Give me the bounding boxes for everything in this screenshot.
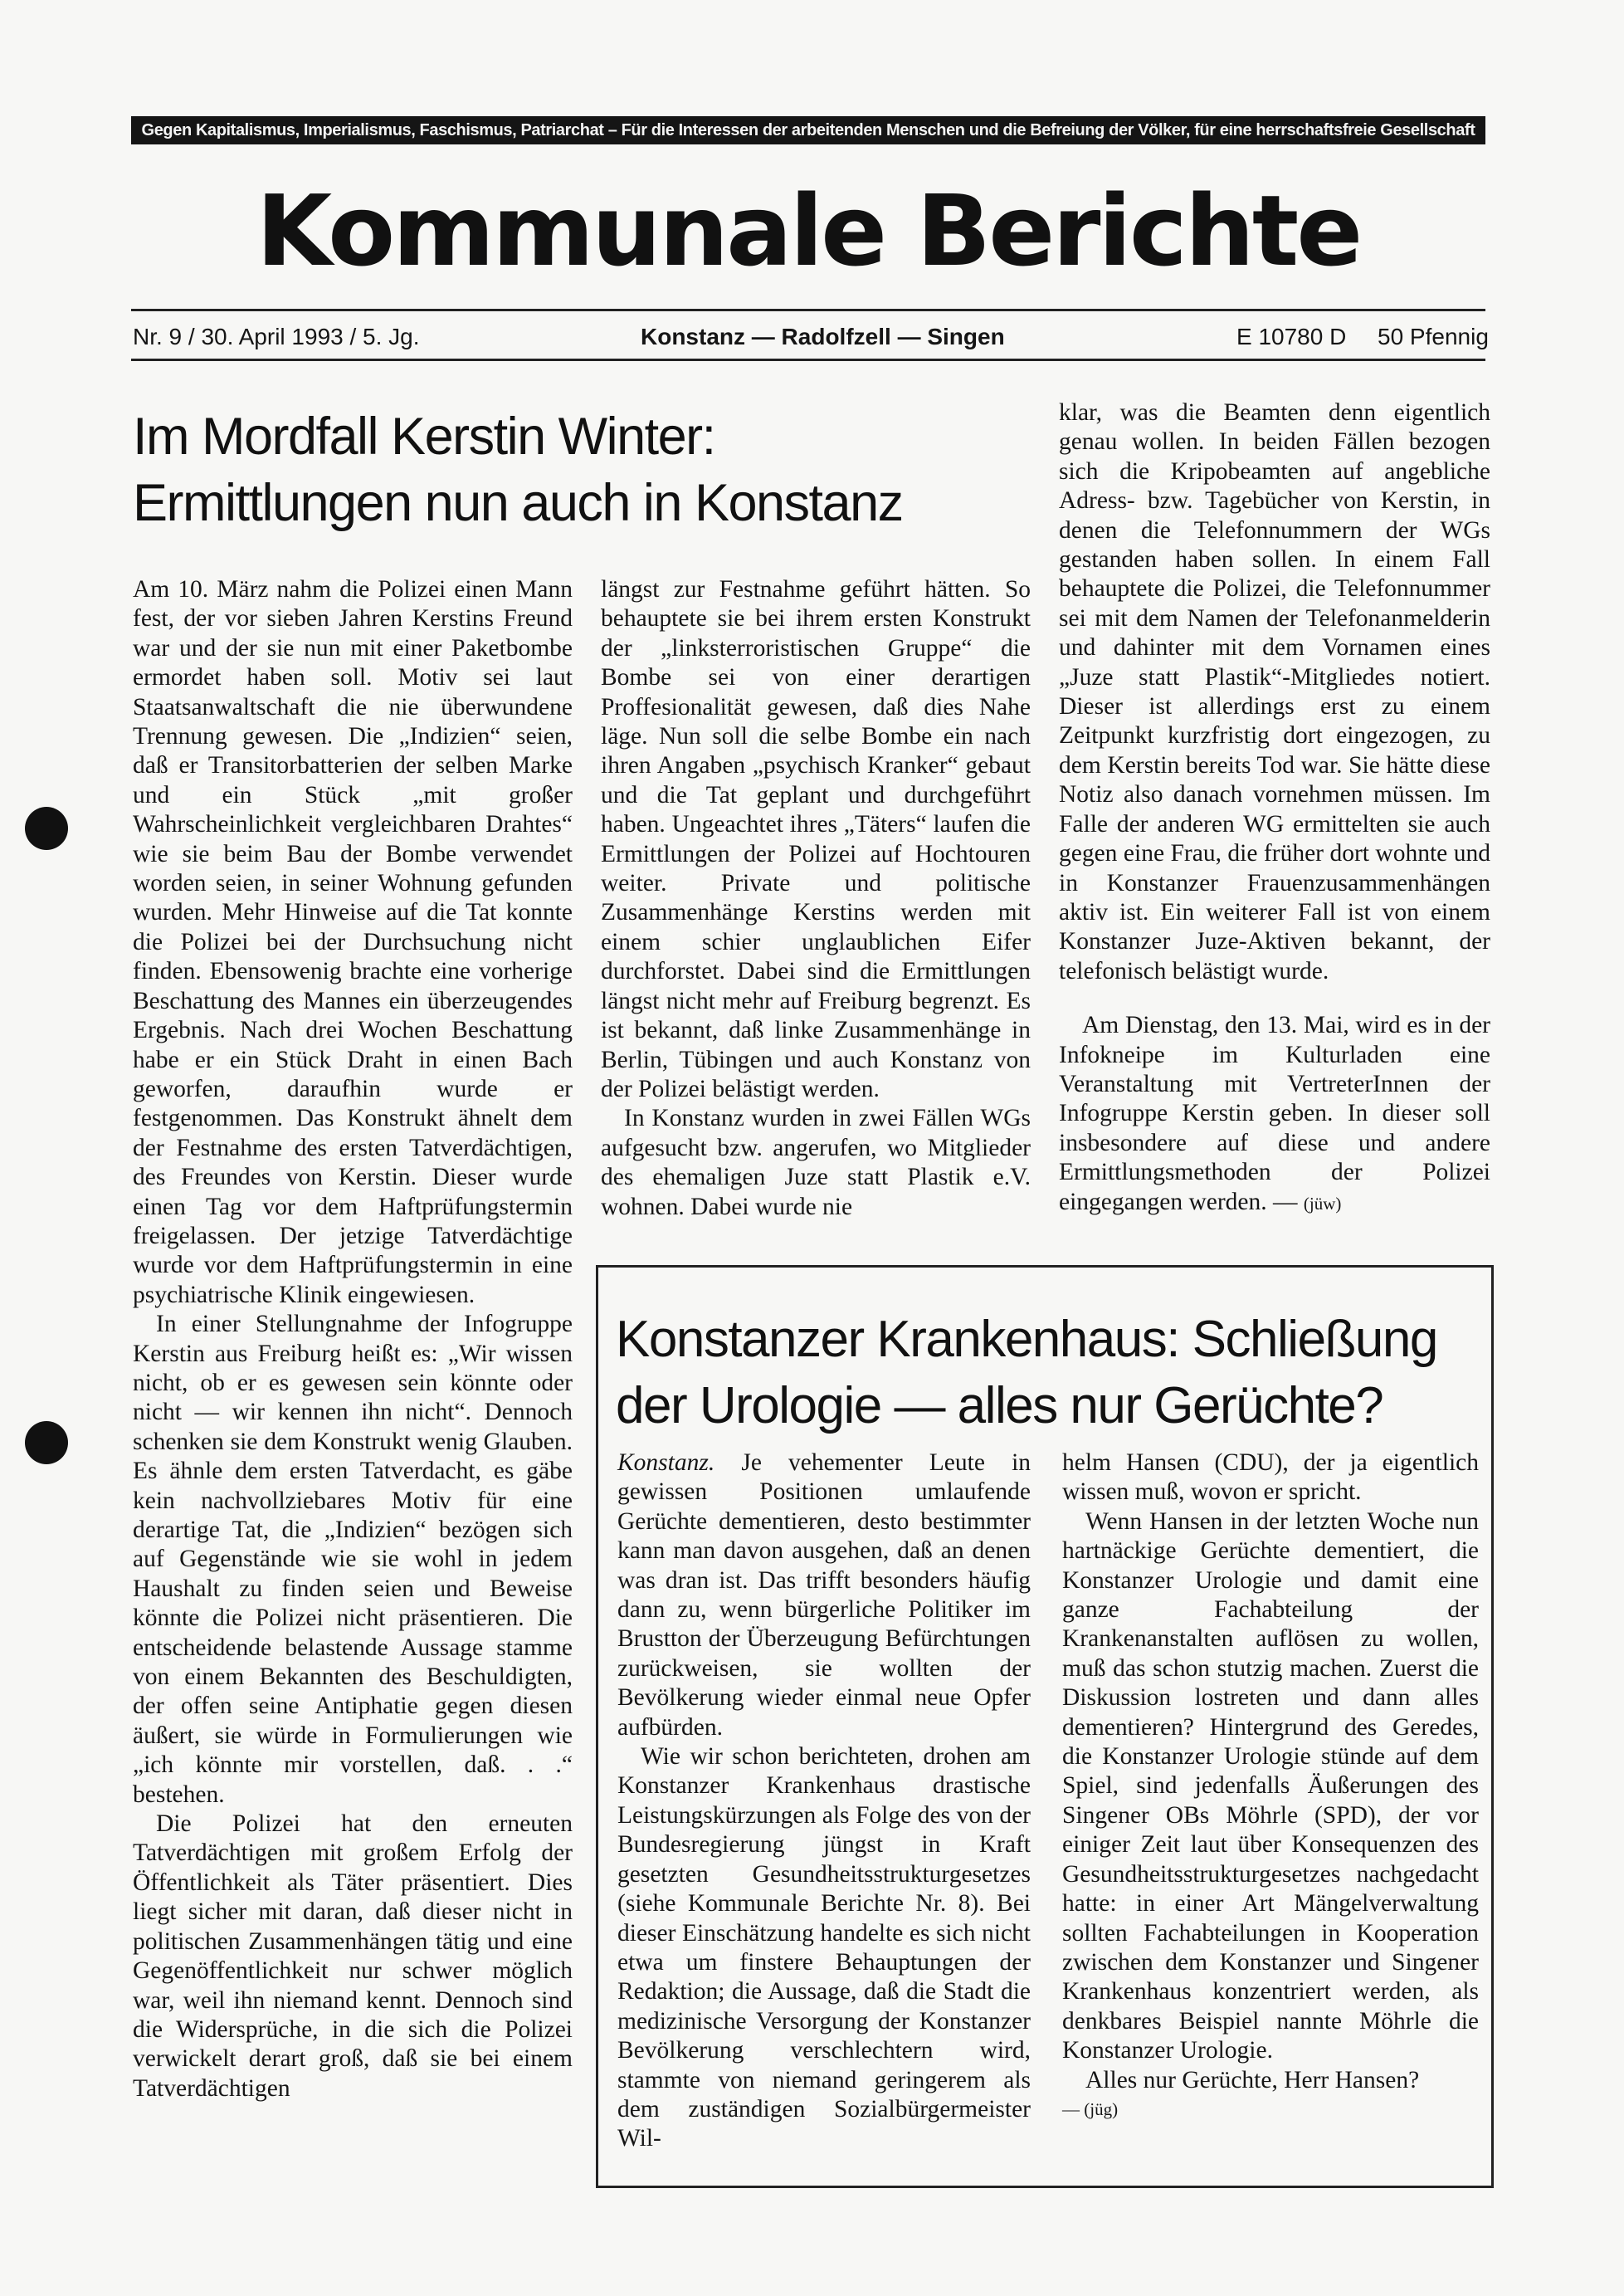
article1-col1-paragraph-1: Am 10. März nahm die Polizei einen Mann fest, der vor sieben Jahren Kerstins Freund war und der sie nun mit einer Paketbombe ermordet haben soll. Motiv sei laut Staatsanwaltschaft die nie überwundene Trennung gewesen. Die „Indizien“ seien, daß er Transitorbatterien der selben Marke und ein Stück „mit großer Wahrscheinlichkeit vergleichbaren Drahtes“ wie sie beim Bau der Bombe verwendet worden seien, in seiner Wohnung gefunden wurden. Mehr Hinweise auf die Tat konnte die Polizei bei der Durchsuchung nicht finden. Ebensowenig brachte eine vorherige Beschattung des Mannes ein überzeugendes Ergebnis. Nach drei Wochen Beschattung habe er ein Stück Draht in einen Bach geworfen, daraufhin wurde er festgenommen. Das Konstrukt ähnelt dem der Festnahme des ersten Tatverdächtigen, des Freundes von Kerstin. Dieser wurde einen Tag vor dem Haftprüfungstermin freigelassen. Der jetzige Tatverdächtige wurde vor dem Haftprüfungstermin in eine psychiatrische Klinik eingewiesen. xyxy=(133,576,573,1308)
article2-col2-paragraph-2: Wenn Hansen in der letzten Woche nun hartnäckige Gerüchte dementiert, die Konstanzer Urologie und damit eine ganze Fachabteilung der Krankenanstalten auflösen zu wollen, muß das schon stutzig machen. Zuerst die Diskussion lostreten und dann alles dementieren? Hintergrund des Geredes, die Konstanzer Urologie stünde auf dem Spiel, sind jedenfalls Äußerungen des Singener OBs Möhrle (SPD), der vor einiger Zeit laut über Konsequenzen des Gesundheitsstrukturgesetzes nachgedacht hatte: in einer Art Mängelverwaltung sollten Fachabteilungen in Kooperation zwischen dem Konstanzer und Singener Krankenhaus konzentriert werden, als denkbares Beispiel nannte Möhrle die Konstanzer Urologie. xyxy=(1062,1507,1479,2064)
article1-signature: (jüw) xyxy=(1303,1193,1342,1214)
article1-headline-line1: Im Mordfall Kerstin Winter: xyxy=(133,408,715,466)
article1-col1-paragraph-2: In einer Stellungnahme der Infogruppe Kerstin aus Freiburg heißt es: „Wir wissen nicht, ob er es gewesen sein könnte oder nicht — wir kennen ihn nicht“. Dennoch schenken sie dem Konstrukt wenig Glauben. Es ähnle dem ersten Tatverdacht, es gäbe kein nachvollziebares Motiv für eine derartige Tat, die „Indizien“ bezögen sich auf Gegenstände wie sie wohl in jedem Haushalt zu finden seien und Beweise könnte die Polizei nicht präsentieren. Die entscheidende belastende Aussage stamme von einem Bekannten des Beschuldigten, der offen seine Antiphatie gegen diesen äußert, sie würde in Formulierungen wie „ich könnte mir vorstellen, daß. . .“ bestehen. xyxy=(133,1311,573,1808)
article1-column-1 xyxy=(133,575,573,2103)
article2-col2-paragraph-3: Alles nur Gerüchte, Herr Hansen? xyxy=(1085,2066,1420,2093)
article2-headline xyxy=(616,1307,1479,1439)
article1-headline-line2: Ermittlungen nun auch in Konstanz xyxy=(133,474,903,532)
article2-headline-line1: Konstanzer Krankenhaus: Schließung xyxy=(616,1311,1437,1368)
article1-col3-paragraph-2-text: Am Dienstag, den 13. Mai, wird es in der Infokneipe im Kulturladen eine Veranstaltung mit VertreterInnen der Infogruppe Kerstin geben. In dieser soll insbesondere auf diese und andere Ermittlungsmethoden der Polizei eingegangen werden. — xyxy=(1059,1012,1490,1215)
article2-column-2 xyxy=(1062,1448,1479,2124)
article1-col2-paragraph-2: In Konstanz wurden in zwei Fällen WGs aufgesucht bzw. angerufen, wo Mitglieder des ehemaligen Juze statt Plastik e.V. wohnen. Dabei wurde nie xyxy=(601,1105,1031,1220)
masthead-rule-bottom xyxy=(131,359,1485,361)
article2-headline-line2: der Urologie — alles nur Gerüchte? xyxy=(616,1377,1383,1434)
article1-col3-paragraph-1: klar, was die Beamten denn eigentlich genau wollen. In beiden Fällen bezogen sich die Kripobeamten auf angebliche Adress- bzw. Tagebücher von Kerstin, in denen die Telefonnummern der WGs gestanden haben sollen. In einem Fall behauptete die Polizei, die Telefonnummer sei mit dem Namen der Telefonanmelderin und dahinter mit dem Vornamen eines „Juze statt Plastik“-Mitgliedes notiert. Dieser ist allerdings erst zu einem Zeitpunkt kurzfristig dort eingezogen, zu dem Kerstin bereits Tod war. Sie hätte diese Notiz also danach vornehmen müssen. Im Falle der anderen WG ermittelten sie auch gegen eine Frau, die früher dort wohnte und in Konstanzer Frauenzusammenhängen aktiv ist. Ein weiterer Fall ist von einem Konstanzer Juze-Aktiven bekannt, der telefonisch belästigt wurde. xyxy=(1059,399,1490,984)
issue-code: E 10780 D xyxy=(1236,324,1347,349)
punch-hole-bottom xyxy=(25,1421,68,1464)
punch-hole-top xyxy=(25,807,68,850)
article2-col1-paragraph-1-text: Je vehementer Leute in gewissen Positionen umlaufende Gerüchte dementieren, desto bestimmter kann man davon ausgehen, daß an denen was dran ist. Das trifft besonders häufig dann zu, wenn bürgerliche Politiker im Brustton der Überzeugung Befürchtungen zurückweisen, sie wollten der Bevölkerung wieder einmal neue Opfer aufbürden. xyxy=(617,1449,1031,1741)
political-banner: Gegen Kapitalismus, Imperialismus, Faschismus, Patriarchat – Für die Interessen der arbeitenden Menschen und die Befreiung der Völker, für eine herrschaftsfreie Gesellschaft xyxy=(131,116,1485,144)
article2-signature: — (jüg) xyxy=(1062,2098,1119,2119)
article1-headline xyxy=(133,403,1037,536)
article2-col2-paragraph-1: helm Hansen (CDU), der ja eigentlich wissen muß, wovon er spricht. xyxy=(1062,1449,1479,1506)
article2-column-1 xyxy=(617,1448,1031,2154)
article1-column-2 xyxy=(601,575,1031,1222)
article1-col2-paragraph-1: längst zur Festnahme geführt hätten. So behauptete sie bei ihrem ersten Konstrukt der „linksterroristischen Gruppe“ die Bombe sei von einer derartigen Proffesionalität gewesen, daß dies Nahe läge. Nun soll die selbe Bombe ein nach ihren Angaben „psychisch Kranker“ gebaut und die Tat geplant und durchgeführt haben. Ungeachtet ihres „Täters“ laufen die Ermittlungen der Polizei auf Hochtouren weiter. Private und politische Zusammenhänge Kerstins werden mit einem schier unglaublichen Eifer durchforstet. Dabei sind die Ermittlungen längst nicht mehr auf Freiburg begrenzt. Es ist bekannt, daß linke Zusammenhänge in Berlin, Tübingen und auch Konstanz von der Polizei belästigt werden. xyxy=(601,576,1031,1102)
article2-col1-paragraph-1 xyxy=(617,1448,1031,1742)
masthead-rule-top xyxy=(131,309,1485,311)
article2-col1-paragraph-2: Wie wir schon berichteten, drohen am Konstanzer Krankenhaus drastische Leistungskürzungen als Folge des von der Bundesregierung jüngst in Kraft gesetzten Gesundheitsstrukturgesetzes (siehe Kommunale Berichte Nr. 8). Bei dieser Einschätzung handelte es sich nicht etwa um finstere Behauptungen der Redaktion; die Aussage, daß die Stadt die medizinische Versorgung der Konstanzer Bevölkerung verschlechtern wird, stammte von niemand geringerem als dem zuständigen Sozialbürgermeister Wil- xyxy=(617,1743,1031,2152)
issue-price: 50 Pfennig xyxy=(1378,324,1489,349)
article1-col1-paragraph-3: Die Polizei hat den erneuten Tatverdächtigen mit großem Erfolg der Öffentlichkeit als Täter präsentiert. Dies liegt sicher mit daran, daß dieser nicht in politischen Zusammenhängen tätig und eine Gegenöffentlichkeit nur schwer möglich war, weil ihn niemand kennt. Dennoch sind die Widersprüche, in die sich die Polizei verwickelt derart groß, daß sie bei einem Tatverdächtigen xyxy=(133,1810,573,2102)
article2-dateline: Konstanz. xyxy=(617,1449,715,1476)
issue-places: Konstanz — Radolfzell — Singen xyxy=(641,324,1005,349)
masthead-title: Kommunale Berichte xyxy=(256,173,1361,288)
article1-col3-paragraph-2 xyxy=(1059,1011,1490,1219)
issue-number: Nr. 9 / 30. April 1993 / 5. Jg. xyxy=(133,324,420,349)
article1-column-3 xyxy=(1059,398,1490,1219)
